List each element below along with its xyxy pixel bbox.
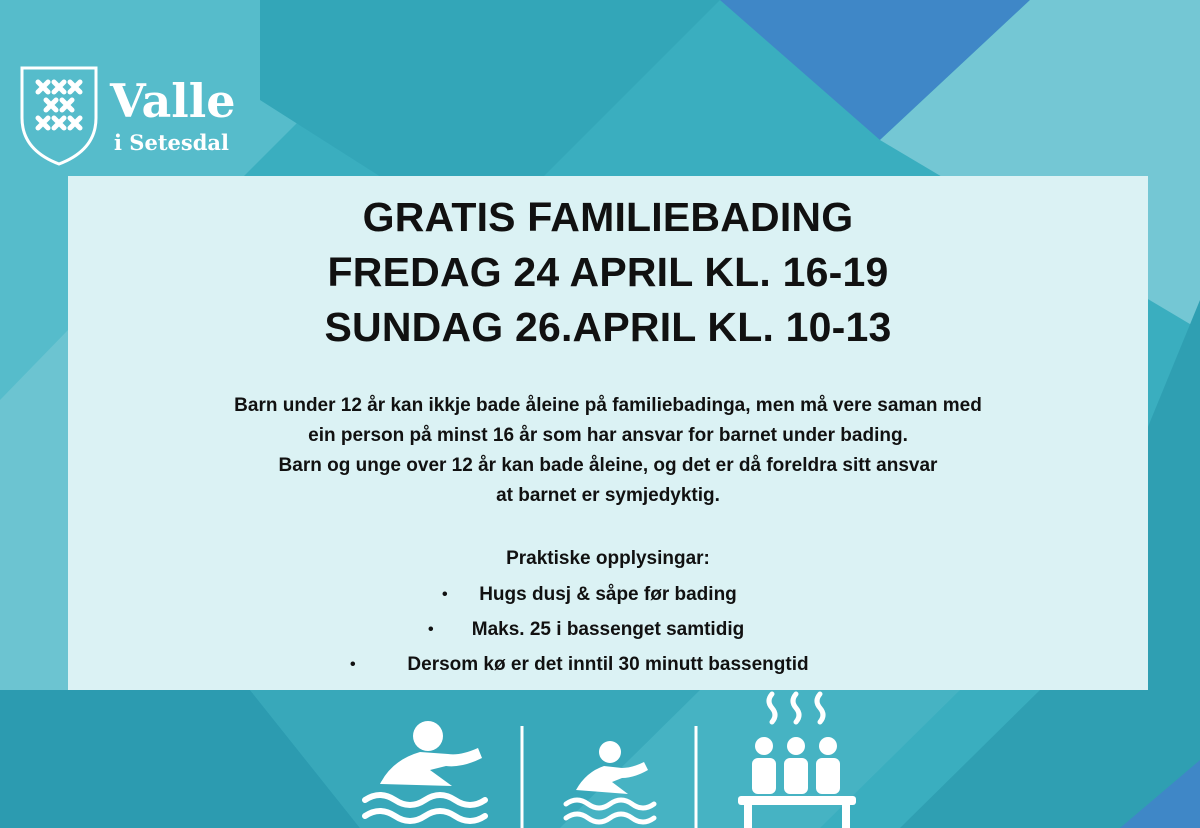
headline-date-friday: FREDAG 24 APRIL KL. 16-19 — [327, 249, 889, 295]
logo-name: Valle — [110, 74, 236, 128]
bullet-icon: • — [442, 586, 448, 603]
rules-line: at barnet er symjedyktig. — [496, 485, 720, 506]
headline-title: GRATIS FAMILIEBADING — [362, 194, 854, 240]
rules-line: Barn og unge over 12 år kan bade åleine, og det er då foreldra sitt ansvar — [278, 455, 938, 476]
list-item-text: Maks. 25 i bassenget samtidig — [471, 619, 745, 640]
list-item — [68, 647, 1148, 682]
rules-line: Barn under 12 år kan ikkje bade åleine på familiebadinga, men må vere saman med — [234, 395, 982, 416]
rules-text — [68, 391, 1148, 511]
practical-info-list — [68, 577, 1148, 682]
list-item — [68, 612, 1148, 647]
bullet-icon: • — [350, 656, 356, 673]
list-item — [68, 577, 1148, 612]
list-item-text: Dersom kø er det inntil 30 minutt bassengtid — [407, 654, 809, 675]
bullet-icon: • — [428, 621, 434, 638]
rules-line: ein person på minst 16 år som har ansvar for barnet under bading. — [308, 425, 908, 446]
logo-subtitle: i Setesdal — [114, 130, 229, 155]
practical-info-title: Praktiske opplysingar: — [506, 548, 710, 569]
headline-date-sunday: SUNDAG 26.APRIL KL. 10-13 — [324, 304, 892, 350]
info-panel — [68, 176, 1148, 690]
headline — [68, 190, 1148, 355]
list-item-text: Hugs dusj & såpe før bading — [479, 584, 737, 605]
